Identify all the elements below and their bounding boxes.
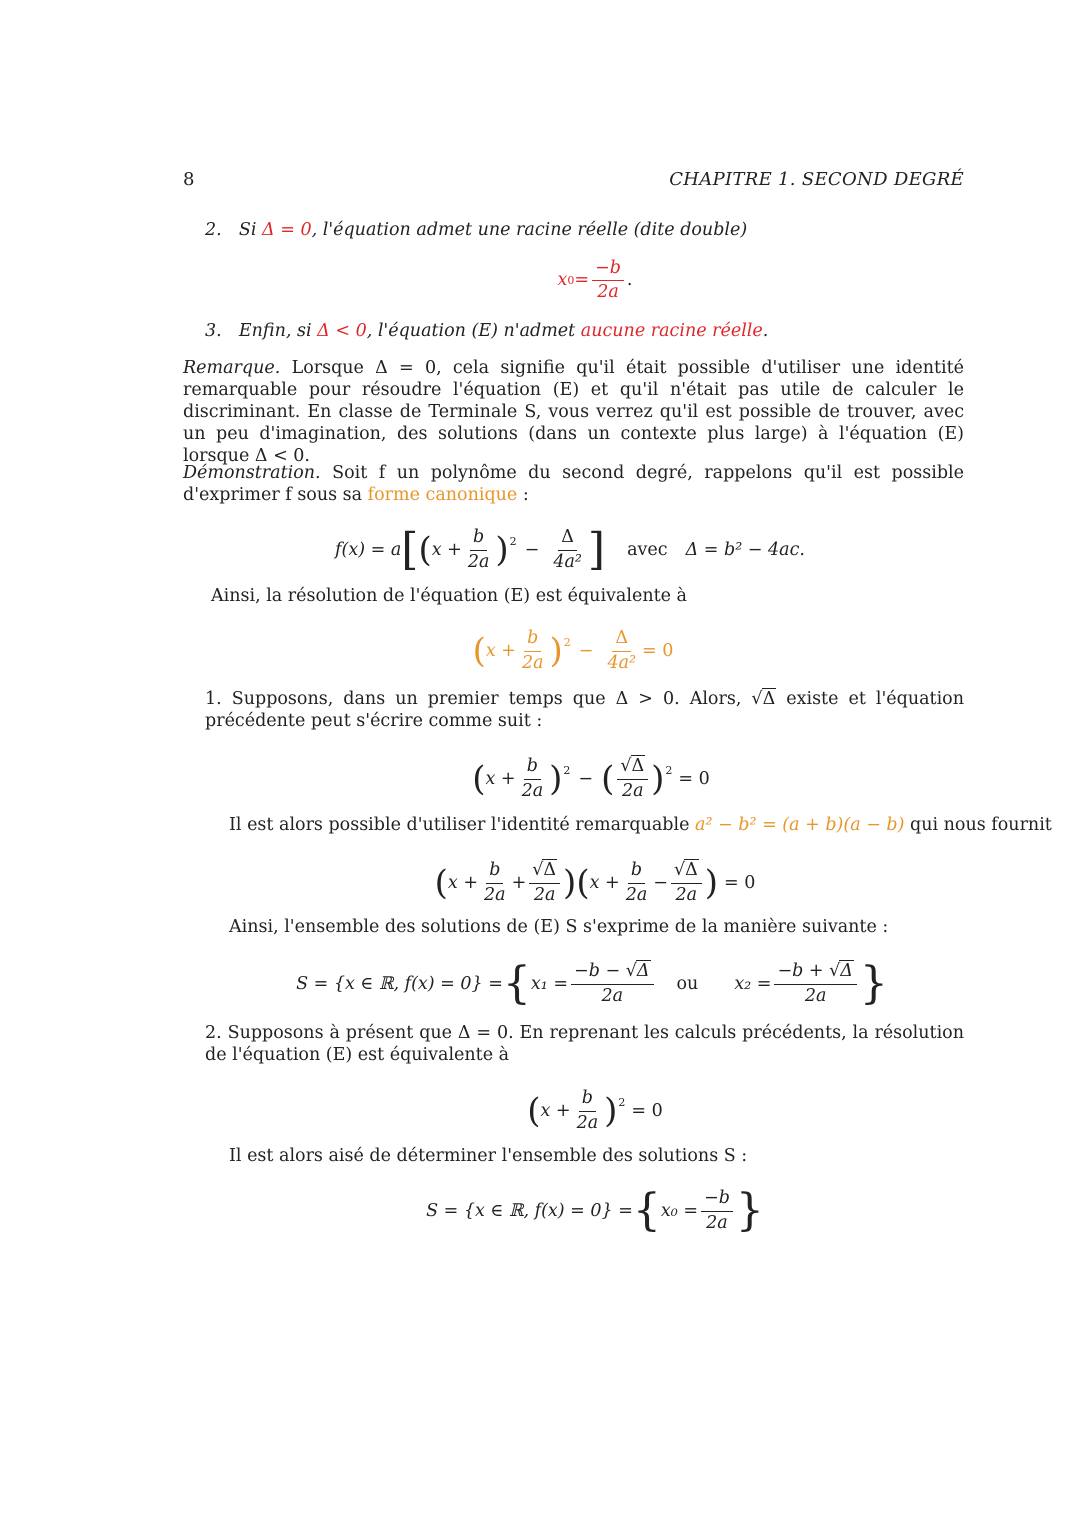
chapter-heading: CHAPITRE 1. SECOND DEGRÉ <box>669 169 964 190</box>
equation-perfect-square: ( x + $\frac{b}{2a}$ ) 2 = 0 <box>527 1088 663 1133</box>
page-number: 8 <box>183 169 195 190</box>
equation-factored-product: ( x + $\frac{b}{2a}$ + $\frac{√\Delta}{2a}$ ) ( x + $\frac{b}{2a}$ − $\frac{√\Delta}{2a}$ ) = 0 <box>434 860 756 905</box>
identity-formula: a² − b² = (a + b)(a − b) <box>695 815 905 835</box>
equation-canonical-zero: ( x + $\frac{b}{2a}$ ) 2 − $\frac{\Delta}{\text{4a²}}$ = 0 <box>472 628 674 673</box>
case-1-paragraph: 1. Supposons, dans un premier temps que Δ > 0. Alors, √Δ existe et l'équation précédente peut s'écrire comme suit : <box>205 689 964 731</box>
equation-solution-set: S = {x ∈ ℝ, f(x) = 0} = { x₁ = $\frac{-b - √\Delta}{2a}$ ou x₂ = $\frac{-b + √\Delta}{2a}$ } <box>296 958 888 1009</box>
equation-double-root: x 0 = $\frac{-b}{2a}$ . <box>557 258 633 303</box>
demonstration-paragraph: Démonstration. Soit f un polynôme du second degré, rappelons qu'il est possible d'exprimer f sous sa forme canonique : <box>183 463 964 505</box>
case-2-paragraph: 2. Supposons à présent que Δ = 0. En reprenant les calculs précédents, la résolution de l'équation (E) est équivalente à <box>205 1023 964 1065</box>
condition-delta-zero: Δ = 0 <box>262 220 312 240</box>
theorem-item-2: 2. Si Δ = 0, l'équation admet une racine réelle (dite double) <box>205 220 748 240</box>
theorem-item-3: 3. Enfin, si Δ < 0, l'équation (E) n'admet aucune racine réelle. <box>205 321 769 341</box>
equivalence-sentence: Ainsi, la résolution de l'équation (E) est équivalente à <box>211 586 687 606</box>
equation-final-solution-set: S = {x ∈ ℝ, f(x) = 0} = { x₀ = $\frac{-b}{2a}$ } <box>426 1185 764 1236</box>
no-real-root-highlight: aucune racine réelle <box>580 321 763 341</box>
solution-set-sentence: Ainsi, l'ensemble des solutions de (E) S s'exprime de la manière suivante : <box>229 917 889 937</box>
canonical-form-link: forme canonique <box>367 485 518 505</box>
identity-sentence: Il est alors possible d'utiliser l'identité remarquable a² − b² = (a + b)(a − b) qui nous fournit <box>229 815 1052 835</box>
easy-solution-sentence: Il est alors aisé de déterminer l'ensemble des solutions S : <box>229 1146 748 1166</box>
equation-difference-of-squares: ( x + $\frac{b}{2a}$ ) 2 − ( $\frac{√\Delta}{2a}$ ) 2 = 0 <box>472 756 710 801</box>
remark-paragraph: Remarque. Lorsque Δ = 0, cela signifie qu'il était possible d'utiliser une identité remarquable pour résoudre l'équation (E) et qu'il n'était pas utile de calculer le discriminant. En classe de Terminale S, vous verrez qu'il est possible de trouver, avec un peu d'imagination, des solutions (dans un contexte plus large) à l'équation (E) lorsque Δ < 0. <box>183 358 964 466</box>
equation-canonical-form: f(x) = a [ ( x + $\frac{b}{2a}$ ) 2 − $\frac{\Delta}{\text{4a²}}$ ] avec Δ = b² − 4ac. <box>335 524 805 575</box>
